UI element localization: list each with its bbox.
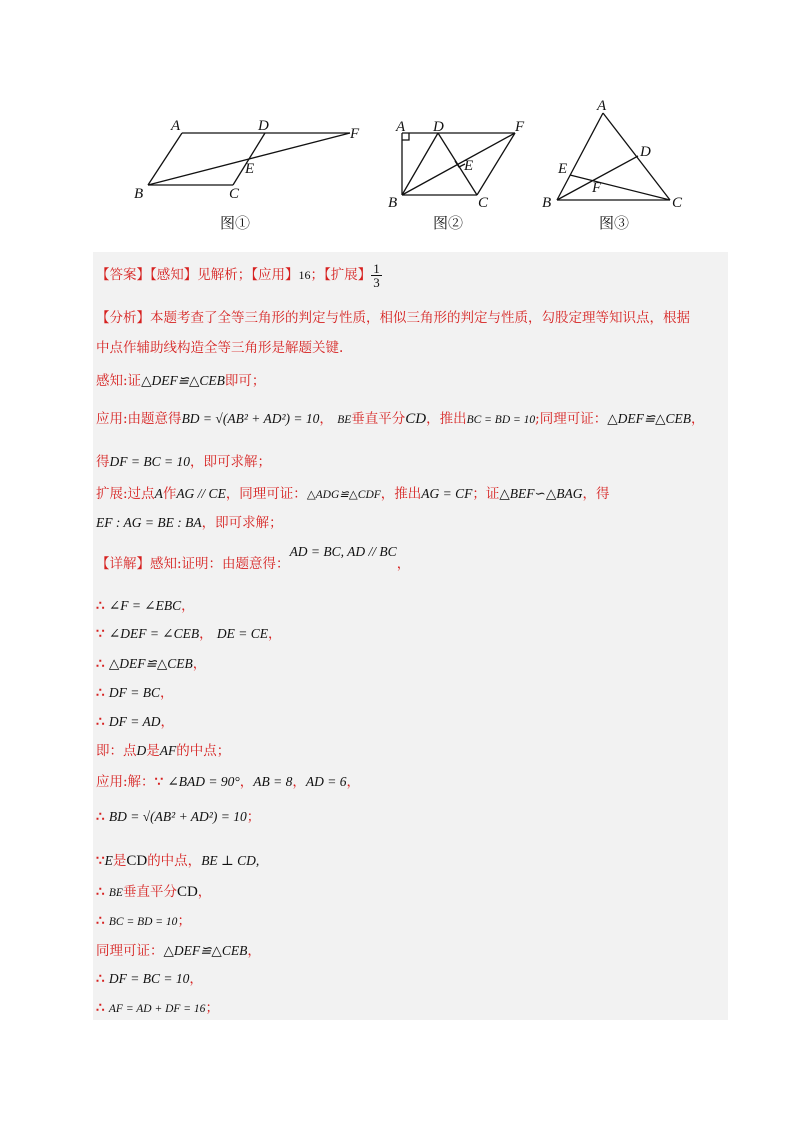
answer-extend-fraction: $\frac{1}{3}$ xyxy=(373,261,380,290)
fig3-label-F: F xyxy=(592,180,602,196)
math-congruence: △DEF≌△CEB xyxy=(141,373,225,388)
proof-line-13: ∴ DF = BC = 10， xyxy=(96,971,203,987)
proof-line-7: 应用:解：∵ ∠BAD = 90°，AB = 8，AD = 6， xyxy=(96,774,360,790)
answer-prefix: 【答案】【感知】见解析；【应用】 xyxy=(96,267,299,283)
fig1-label-E: E xyxy=(245,161,255,177)
fig1-caption: 图① xyxy=(220,216,251,232)
line-extend-summary: 扩展:过点A作AG // CE，同理可证：△ADG≌△CDF，推出AG = CF；证△BEF∽△BAG，得 xyxy=(96,486,610,502)
line-detail-start: 【详解】感知:证明：由题意得：AD = BC, AD // BC， xyxy=(96,544,411,572)
proof-line-9: ∵E是CD的中点，BE ⊥ CD, xyxy=(96,853,260,869)
fig1-label-B: B xyxy=(134,186,144,202)
analysis-line-1: 【分析】本题考查了全等三角形的判定与性质，相似三角形的判定与性质，勾股定理等知识点，根据 xyxy=(96,310,690,326)
answer-apply-value: 16 xyxy=(298,268,311,282)
proof-line-11: ∴ BC = BD = 10； xyxy=(96,913,191,929)
answer-sep: ；【扩展】 xyxy=(310,267,372,283)
proof-line-1: ∴ ∠F = ∠EBC， xyxy=(96,598,195,614)
proof-line-3: ∴ △DEF≌△CEB， xyxy=(96,656,207,672)
fig1-label-F: F xyxy=(350,126,360,142)
proof-line-10: ∴ BE垂直平分CD， xyxy=(96,884,212,900)
line-apply-result: 得DF = BC = 10，即可求解； xyxy=(96,454,271,470)
proof-line-12: 同理可证：△DEF≌△CEB， xyxy=(96,943,261,959)
fig1-label-C: C xyxy=(229,186,240,202)
proof-line-4: ∴ DF = BC， xyxy=(96,685,174,701)
geometry-figures xyxy=(0,0,800,250)
fig1-label-D: D xyxy=(258,118,269,134)
proof-line-5: ∴ DF = AD， xyxy=(96,714,174,730)
analysis-line-2: 中点作辅助线构造全等三角形是解题关键. xyxy=(96,340,344,356)
proof-line-6: 即：点D是AF的中点； xyxy=(96,743,231,759)
fig3-label-E: E xyxy=(558,161,568,177)
line-perception-summary: 感知:证△DEF≌△CEB即可； xyxy=(96,373,266,389)
fig2-label-B: B xyxy=(388,195,398,211)
line-apply-summary: 应用:由题意得BD = √(AB² + AD²) = 10， BE垂直平分CD，推出BC = BD = 10;同理可证：△DEF≌△CEB， xyxy=(96,411,705,427)
figure-3 xyxy=(557,113,670,200)
figure-2 xyxy=(402,133,515,195)
fig1-label-A: A xyxy=(171,118,181,134)
line-extend-result: EF : AG = BE : BA，即可求解； xyxy=(96,515,283,531)
fig2-label-C: C xyxy=(478,195,489,211)
fig2-caption: 图② xyxy=(433,216,464,232)
fig3-label-A: A xyxy=(597,98,607,114)
proof-line-8: ∴ BD = √(AB² + AD²) = 10； xyxy=(96,809,261,825)
fig3-label-D: D xyxy=(640,144,651,160)
fig3-label-B: B xyxy=(542,195,552,211)
fig2-label-F: F xyxy=(515,119,525,135)
proof-line-2: ∵ ∠DEF = ∠CEB， DE = CE， xyxy=(96,626,282,642)
fig2-label-A: A xyxy=(396,119,406,135)
fig3-caption: 图③ xyxy=(599,216,630,232)
proof-line-14: ∴ AF = AD + DF = 16； xyxy=(96,1000,219,1016)
figure-1 xyxy=(148,133,350,185)
fig2-label-D: D xyxy=(433,119,444,135)
answer-line xyxy=(96,262,382,289)
fig3-label-C: C xyxy=(672,195,683,211)
fig2-label-E: E xyxy=(464,158,474,174)
